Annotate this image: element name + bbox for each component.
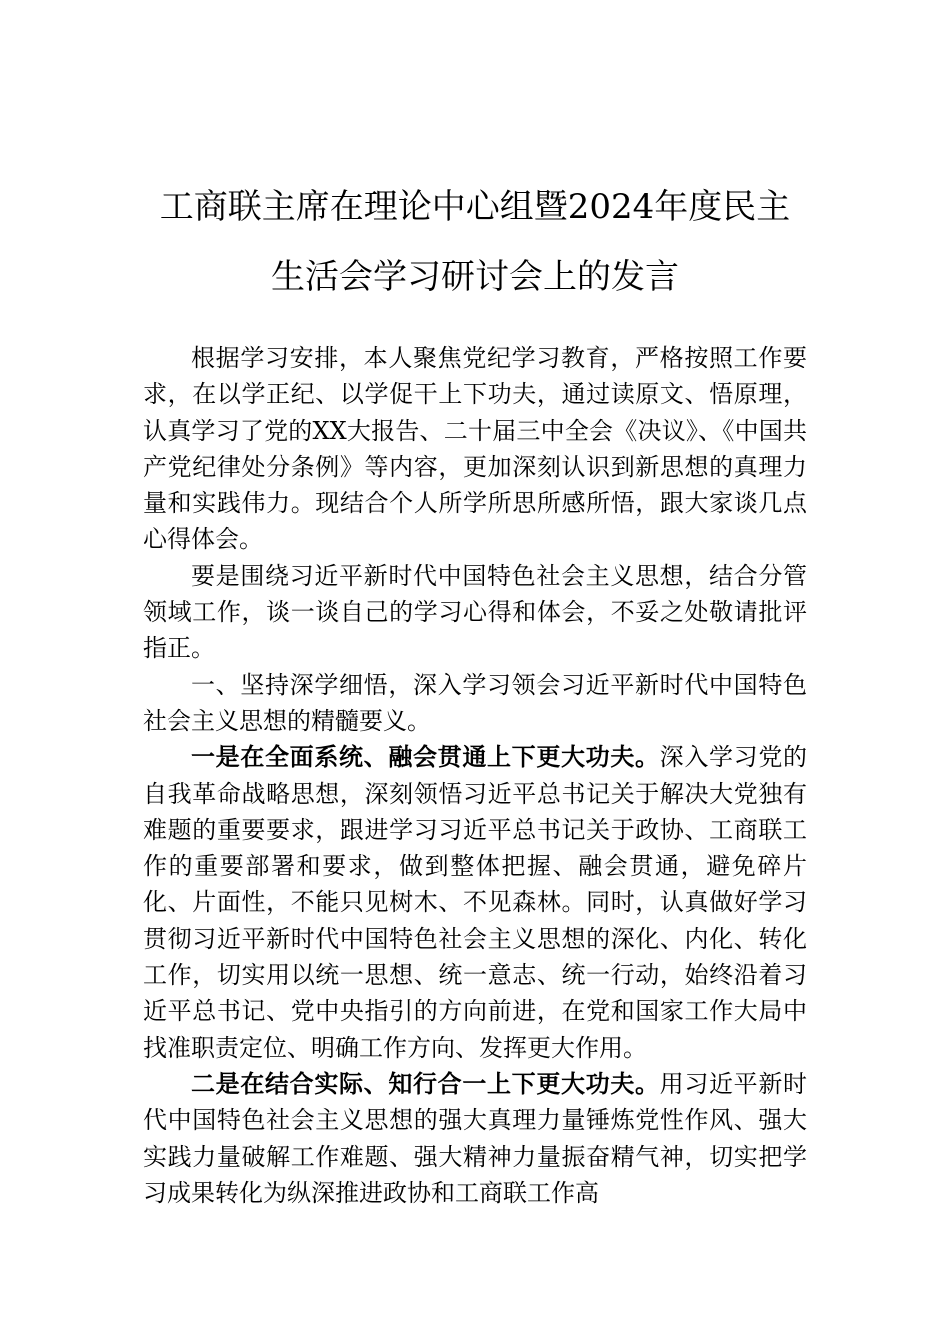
point-lead: 一是在全面系统、融会贯通上下更大功夫。 <box>191 743 660 772</box>
paragraph-point-1 <box>143 739 807 1066</box>
title-line-2: 生活会学习研讨会上的发言 <box>271 257 679 297</box>
paragraph-intro <box>143 340 807 558</box>
title-line-1: 工商联主席在理论中心组暨2024年度民主 <box>159 187 791 227</box>
paragraph-text: 深入学习党的自我革命战略思想，深刻领悟习近平总书记关于解决大党独有难题的重要要求，跟进学习习近平总书记关于政协、工商联工作的重要部署和要求，做到整体把握、融会贯通，避免碎片化、片面性，不能只见树木、不见森林。同时，认真做好学习贯彻习近平新时代中国特色社会主义思想的深化、内化、转化工作，切实用以统一思想、统一意志、统一行动，始终沿着习近平总书记、党中央指引的方向前进，在党和国家工作大局中找准职责定位、明确工作方向、发挥更大作用。 <box>143 743 808 1062</box>
document-title <box>143 172 807 312</box>
paragraph-text: 要是围绕习近平新时代中国特色社会主义思想，结合分管领域工作，谈一谈自己的学习心得和体会，不妥之处敬请批评指正。 <box>143 561 807 663</box>
paragraph-purpose <box>143 558 807 667</box>
section-heading-text: 一、坚持深学细悟，深入学习领会习近平新时代中国特色社会主义思想的精髓要义。 <box>143 670 807 735</box>
paragraph-point-2 <box>143 1066 807 1211</box>
document-body <box>143 340 807 1211</box>
paragraph-text: 用习近平新时代中国特色社会主义思想的强大真理力量锤炼党性作风、强大实践力量破解工作难题、强大精神力量振奋精气神，切实把学习成果转化为纵深推进政协和工商联工作高 <box>143 1069 808 1207</box>
paragraph-text: 根据学习安排，本人聚焦党纪学习教育，严格按照工作要求，在以学正纪、以学促干上下功夫，通过读原文、悟原理，认真学习了党的XX大报告、二十届三中全会《决议》、《中国共产党纪律处分条例》等内容，更加深刻认识到新思想的真理力量和实践伟力。现结合个人所学所思所感所悟，跟大家谈几点心得体会。 <box>143 344 807 554</box>
section-heading-1 <box>143 667 807 740</box>
point-lead: 二是在结合实际、知行合一上下更大功夫。 <box>191 1069 660 1098</box>
